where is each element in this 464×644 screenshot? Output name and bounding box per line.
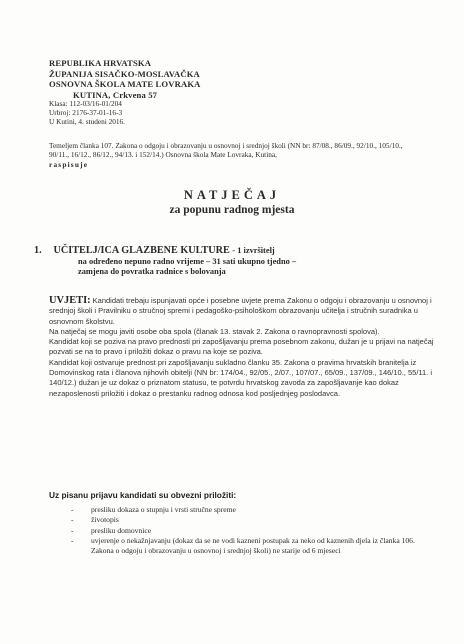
list-item (49, 505, 429, 515)
job-position (34, 244, 434, 278)
attachment-citizenship: presliku domovnice (91, 525, 152, 535)
job-number: 1. (34, 245, 42, 256)
list-dash: - (71, 535, 74, 545)
list-item (49, 536, 429, 557)
list-dash: - (71, 525, 74, 535)
preamble-raspisuje: raspisuje (49, 159, 89, 169)
list-item (49, 526, 429, 536)
attachments-heading: Uz pisanu prijavu kandidati su obvezni priložiti: (49, 490, 237, 500)
list-dash: - (71, 515, 74, 525)
title-sub: za popunu radnog mjesta (169, 204, 295, 216)
title-main: NATJEČAJ (183, 188, 281, 202)
conditions-section (49, 296, 434, 399)
list-item (49, 515, 429, 525)
conditions-text-1: Kandidati trebaju ispunjavati opće i posebne uvjete prema Zakonu o odgoju i obrazovanju u osnovnoj i srednjoj školi i Pravilniku o stručnoj spremi i pedagoško-psihološkom obrazovanju učitelja i stručnih suradnika u osnovnom školstvu. (49, 296, 432, 326)
header-republic: REPUBLIKA HRVATSKA (49, 58, 152, 68)
job-hours: na određeno nepuno radno vrijeme – 31 sati ukupno tjedno – (78, 257, 297, 266)
job-heading (34, 244, 434, 257)
job-title: UČITELJ/ICA GLAZBENE KULTURE (53, 245, 230, 256)
conditions-paragraph-1 (49, 296, 434, 327)
job-replacement: zamjena do povratka radnice s bolovanja (78, 267, 226, 277)
document-title (0, 187, 464, 218)
attachments-section (49, 490, 429, 556)
attachment-criminal-record: uvjerenje o nekažnjavanju (dokaz da se ne vodi kazneni postupak za neko od kaznenih djela iz članka 106. Zakona o odgoju i obrazovanju u osnovnoj i srednjoj školi) ne starije od 6 mjeseci (91, 535, 415, 556)
header-address: KUTINA, Crkvena 57 (73, 89, 158, 100)
conditions-label: UVJETI: (49, 295, 91, 306)
attachment-cv: životopis (91, 515, 119, 525)
header-school: OSNOVNA ŠKOLA MATE LOVRAKA (49, 79, 201, 90)
attachment-qualification: presliku dokaza o stupnju i vrsti stručne spreme (91, 505, 236, 514)
preamble-text: Temeljem članka 107. Zakona o odgoju i obrazovanju u osnovnoj i srednjoj školi (NN br: 87/08., 86/09., 92/10., 105/10., 90/11., 16/12., 86/12., 94/13. i 152/14.) Osnovna škola Mate Lovraka, Kutina, (49, 141, 403, 160)
attachments-list (49, 505, 429, 556)
conditions-paragraph-3: Kandidat koji se poziva na pravo prednosti pri zapošljavanju prema posebnom zakonu, dužan je u prijavi na natječaj pozvati se na to pravo i priložiti dokaz o pravu na koje se poziva. (49, 337, 434, 357)
list-dash: - (71, 505, 74, 514)
header-klasa: Klasa: 112-03/16-01/204 (49, 99, 122, 109)
letterhead (49, 58, 349, 127)
header-urbroj: Urbroj: 2176-37-01-16-3 (49, 108, 123, 118)
conditions-paragraph-2: Na natječaj se mogu javiti osobe oba spola (članak 13. stavak 2. Zakona o ravnopravnosti spolova). (49, 326, 380, 336)
job-count: - 1 izvršitelj (232, 246, 275, 255)
conditions-paragraph-4: Kandidat koji ostvaruje prednost pri zapošljavanju sukladno članku 35. Zakona o pravima hrvatskih branitelja iz Domovinskog rata i članova njihovih obitelji (NN br: 174/04., 92/05., 2/07., 107/07., 65/09., 137/09., 146/10., 55/11. i 140/12.) dužan je uz dokaz o priznatom statusu, te potvrdu hrvatskog zavoda za zapošljavanje kao dokaz nezaposlenosti priložiti i dokaz o prestanku radnog odnosa kod posljednjeg poslodavca. (49, 357, 433, 398)
header-date: U Kutini, 4. studeni 2016. (49, 116, 126, 126)
preamble (49, 141, 424, 169)
header-county: ŽUPANIJA SISAČKO-MOSLAVAČKA (49, 68, 200, 79)
